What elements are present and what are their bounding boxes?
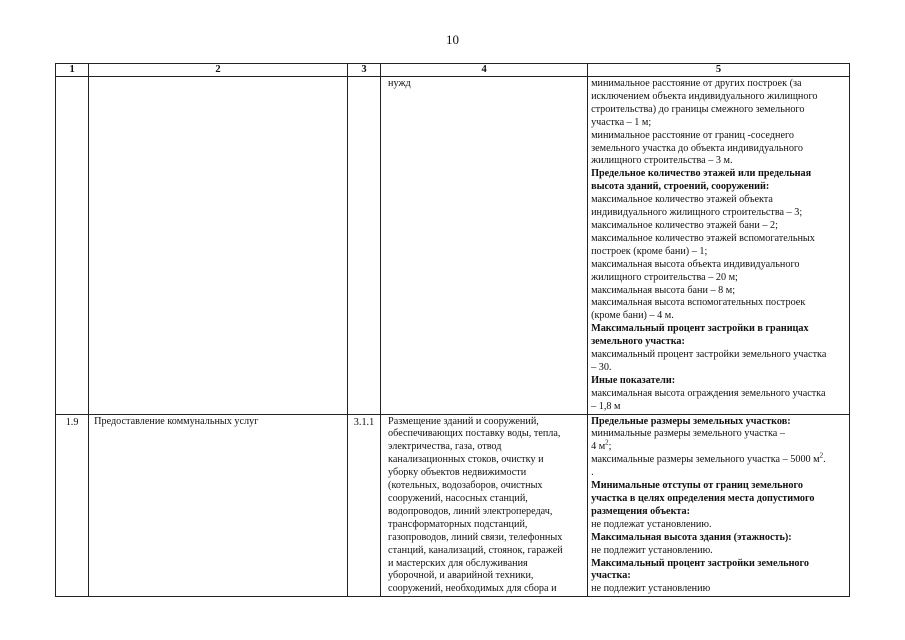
heading-build-percent: Максимальный процент застройки земельного: [591, 557, 809, 569]
column-header-2: 2: [89, 64, 348, 77]
table-header-row: [56, 64, 850, 77]
row2-desc-line: трансформаторных подстанций,: [388, 518, 528, 530]
parameter-line: максимальный процент застройки земельного участка: [591, 349, 827, 361]
parameter-line: максимальная высота бани – 8 м;: [591, 284, 736, 296]
parameter-line: – 30.: [591, 361, 612, 373]
row2-description: [381, 414, 588, 597]
parameter-line: построек (кроме бани) – 1;: [591, 245, 708, 257]
parameter-line: минимальное расстояние от других построек (за: [591, 78, 802, 89]
heading-setbacks: размещения объекта:: [591, 505, 691, 517]
row1-col2: [89, 77, 348, 415]
parameter-heading: высота зданий, строений, сооружений:: [591, 181, 770, 193]
row2-desc-line: сооружений, необходимых для сбора и: [388, 583, 557, 595]
row2-number: 1.9: [56, 414, 89, 597]
row2-desc-line: водопроводов, линий электропередач,: [388, 505, 553, 517]
row2-desc-line: канализационных стоков, очистку и: [388, 454, 544, 466]
row2-desc-line: станций, канализаций, стоянок, гаражей: [388, 544, 563, 556]
column-header-1: 1: [56, 64, 89, 77]
min-plot-size-value: 4 $м^2$;: [591, 438, 612, 453]
row1-col5: [588, 77, 850, 415]
row2-desc-line: уборочной, и аварийной техники,: [388, 570, 534, 582]
parameter-line: жилищного строительства – 3 м.: [591, 155, 733, 167]
parameter-line: максимальное количество этажей вспомогательных: [591, 232, 815, 244]
max-plot-size: максимальные размеры земельного участка – 5000 $м^2$.: [591, 451, 826, 466]
parameter-line: минимальное расстояние от границ -соседнего: [591, 129, 794, 141]
row2-desc-line: (котельных, водозаборов, очистных: [388, 480, 543, 492]
parameter-line: строительства) до границы смежного земельного: [591, 103, 805, 115]
row2-desc-line: уборку объектов недвижимости: [388, 467, 527, 479]
min-plot-size-label: минимальные размеры земельного участка –: [591, 428, 785, 440]
column-header-3: 3: [347, 64, 380, 77]
max-height-value: не подлежит установлению.: [591, 544, 713, 556]
row2-desc-line: Размещение зданий и сооружений,: [388, 415, 539, 427]
parameter-line: максимальная высота ограждения земельного участка: [591, 387, 826, 399]
row2-desc-line: и мастерских для обслуживания: [388, 557, 528, 569]
row1-col1: [56, 77, 89, 415]
setbacks-value: не подлежат установлению.: [591, 518, 712, 530]
table-row: [56, 414, 850, 597]
parameter-line: – 1,8 м: [591, 400, 621, 412]
stray-dot: .: [591, 467, 594, 479]
parameter-line: (кроме бани) – 4 м.: [591, 310, 674, 322]
parameter-line: исключением объекта индивидуального жилищного: [591, 90, 818, 102]
heading-plot-size: Предельные размеры земельных участков:: [591, 415, 791, 427]
heading-setbacks: Минимальные отступы от границ земельного: [591, 480, 803, 492]
heading-max-height: Максимальная высота здания (этажность):: [591, 531, 792, 543]
parameter-heading: Предельное количество этажей или предельная: [591, 168, 812, 180]
column-header-4: 4: [381, 64, 588, 77]
row2-desc-line: газопроводов, линий связи, телефонных: [388, 531, 563, 543]
parameter-line: участка – 1 м;: [591, 116, 652, 128]
parameter-line: жилищного строительства – 20 м;: [591, 271, 738, 283]
parameter-line: земельного участка до объекта индивидуального: [591, 142, 803, 154]
page-number: 10: [446, 32, 459, 47]
table-row: [56, 77, 850, 415]
row2-desc-line: обеспечивающих поставку воды, тепла,: [388, 428, 561, 440]
parameter-line: индивидуального жилищного строительства – 3;: [591, 207, 803, 219]
row2-code: 3.1.1: [347, 414, 380, 597]
parameter-heading: Максимальный процент застройки в границах: [591, 323, 809, 335]
row2-desc-line: электричества, газа, отвод: [388, 441, 502, 453]
regulations-table: [55, 63, 850, 597]
parameter-heading: земельного участка:: [591, 336, 685, 348]
row1-col3: [347, 77, 380, 415]
parameter-line: максимальное количество этажей объекта: [591, 194, 773, 206]
parameter-line: максимальное количество этажей бани – 2;: [591, 219, 778, 231]
parameter-line: максимальная высота вспомогательных построек: [591, 297, 806, 309]
heading-setbacks: участка в целях определения места допустимого: [591, 493, 815, 504]
row1-col4: [381, 77, 588, 415]
row2-use-type: Предоставление коммунальных услуг: [89, 414, 348, 597]
build-percent-value: не подлежит установлению: [591, 583, 711, 595]
heading-build-percent: участка:: [591, 570, 631, 582]
row2-parameters: [588, 414, 850, 597]
parameter-line: максимальная высота объекта индивидуального: [591, 258, 800, 270]
row2-desc-line: сооружений, насосных станций,: [388, 493, 528, 504]
parameter-heading: Иные показатели:: [591, 374, 676, 386]
column-header-5: 5: [588, 64, 850, 77]
row1-col4-text: нужд: [388, 78, 411, 89]
